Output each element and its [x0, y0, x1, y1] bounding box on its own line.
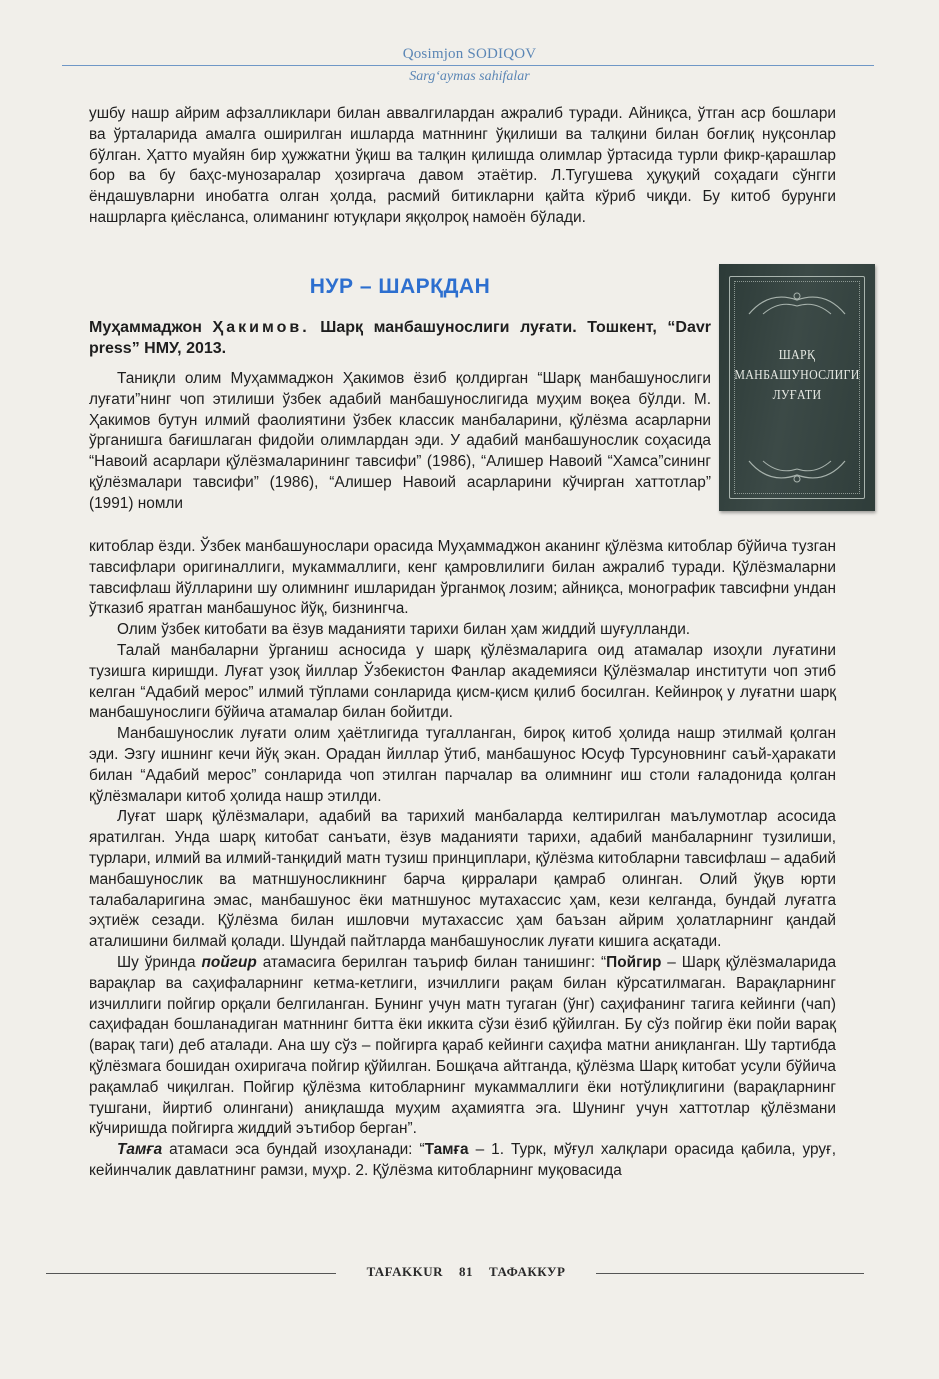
- text-run: Шу ўринда: [117, 953, 196, 971]
- biblio-author-first: Муҳаммаджон: [89, 319, 202, 336]
- book-title-line: ШАРҚ: [778, 348, 816, 363]
- book-title-line: МАНБАШУНОСЛИГИ: [734, 368, 860, 383]
- article-paragraph: Олим ўзбек китобати ва ёзув маданияти тарихи билан ҳам жиддий шуғулланди.: [117, 621, 691, 639]
- article-paragraph: Манбашунослик луғати олим ҳаётлигида тугалланган, бироқ китоб ҳолида нашр этилмай қолган эди. Эзгу ишнинг кечи йўқ экан. Орадан йиллар ўтиб, манбашунос Юсуф Турсуновнинг саъй-ҳаракати билан “Адабий мерос” сонларида чоп этилган парчалар ва олимнинг иш столи ғаладонида қолган қўлёзмалари китоб ҳолида нашр этилди.: [89, 725, 836, 805]
- ornament-bottom-icon: [719, 451, 875, 491]
- text-run: атамасига берилган таъриф билан танишинг: “: [262, 953, 607, 971]
- header-subtitle: Sarg‘aymas sahifalar: [409, 69, 530, 84]
- section-title: НУР – ШАРҚДАН: [309, 275, 491, 298]
- article-paragraph: Луғат шарқ қўлёзмалари, адабий ва тарихий манбаларда келтирилган маълумотлар асосида яратилган. Унда шарқ китобат санъати, ёзув маданияти тарихи, адабий манбаларнинг тузилиши, турлари, илмий ва илмий-танқидий матн тузиш принциплари, қўлёзма китобларни тавсифлаш – адабий манбашунослик ва матншуносликнинг барча қирралари қамраб олинган. Олий ўқув юрти талабаларигина эмас, манбашунос ёки матншунос мутахассис ҳам, кези келганда, бундай луғатга эҳтиёж сезади. Қўлёзма билан ишловчи мутахассис ҳам баъзан айрим ҳолатларнинг қандай аталишини билмай қолади. Шундай пайтларда манбашунослик луғати кишига асқатади.: [89, 808, 836, 951]
- intro-paragraph: ушбу нашр айрим афзалликлари билан аввалгилардан ажралиб туради. Айниқса, ўтган аср бошлари ва ўрталарида амалга оширилган ишларда матннинг ўқилиши ва талқини билан боғлиқ нуқсонлар бўлган. Ҳатто муайян бир ҳужжатни ўқиш ва талқин қилишда олимлар ўртасида турли фикр-қарашлар бор ва бу баҳс-мунозаралар ҳозиргача давом этаётир. Л.Тугушева ҳуқуқий соҳадаги сўнгги ёндашувларни инобатга олган ҳолда, расмий битикларни қайта кўриб чиқди. Бу китоб бурунги нашрларга қиёсланса, олиманинг ютуқлари яққолроқ намоён бўлади.: [89, 105, 836, 226]
- text-run: – Шарқ қўлёзмаларида варақлар ва саҳифаларнинг кетма-кетлиги, изчиллиги рақам билан кўрсатилмаган. Варақларнинг изчиллиги пойгир орқали белгиланган. Бунинг учун матн тугаган (ўнг) саҳифанинг тагига кейинги (чап) саҳифадан бошланадиган матннинг битта ёки иккита сўзи ёзиб қўйилган. Бу сўз пойгир ёки пойи варақ (варақ таги) деб аталади. Ана шу сўз – пойгирга қараб кейинги саҳифа матни аниқланган. Шу тартибда қўлёзмага бошидан охиригача пойгир қўйилган. Бошқача айтганда, қўлёзма Шарқ китобат усули бўйича рақамлаб чиқилган. Пойгир қўлёзма китобларнинг мукаммаллиги ёки нотўлиқлигини (варақларнинг тушгани, йиртиб олингани) аниқлашда муҳим аҳамиятга эга. Шунинг учун хаттотлар қўлёзмани кўчиришда пойгирга жиддий эътибор берган”.: [89, 953, 837, 1138]
- book-title-line: ЛУҒАТИ: [772, 388, 822, 403]
- footer-magazine-latin: TAFAKKUR: [366, 1264, 444, 1279]
- biblio-rest: Шарқ манбашунослиги луғати. Тошкент, “Davr press” НМУ, 2013.: [89, 319, 711, 357]
- article-paragraph: [89, 1140, 836, 1182]
- running-footer: [0, 1262, 939, 1284]
- ornament-top-icon: [719, 284, 875, 324]
- article-text: [89, 537, 836, 1182]
- page-number: 81: [459, 1264, 474, 1279]
- article-paragraph: Талай манбаларни ўрганиш асносида у шарқ қўлёзмаларига оид атамалар изоҳли луғатини тузишга киришди. Луғат узоқ йиллар Ўзбекистон Фанлар академияси Қўлёзмалар институти чоп этиб келган “Адабий мерос” илмий тўплами сонларида қисм-қисм қилиб босилган. Кейинроқ у луғатни шарқ манбашунослиги бўйича атамалар билан бойитди.: [89, 641, 836, 722]
- biblio-author-last: Ҳакимов.: [212, 319, 310, 336]
- footer-text: [336, 1264, 596, 1280]
- book-cover-image: [719, 264, 875, 511]
- footer-magazine-cyrillic: ТАФАККУР: [489, 1264, 566, 1279]
- intro-text: [89, 104, 836, 229]
- article-paragraph: [89, 953, 836, 1140]
- text-run: – 1. Турк, мўғул халқлари орасида қабила, уруғ, кейинчалик давлатнинг рамзи, муҳр. 2. Қўлёзма китобларнинг муқовасида: [89, 1141, 836, 1179]
- text-run: атамаси эса бундай изоҳланади: “: [169, 1141, 425, 1159]
- footer-rule-left: [46, 1273, 336, 1274]
- term-highlight: пойгир: [201, 953, 257, 971]
- book-cover-title: [731, 346, 864, 406]
- footer-rule-right: [596, 1273, 864, 1274]
- header-rule: [62, 65, 874, 66]
- article-paragraph: Таниқли олим Муҳаммаджон Ҳакимов ёзиб қолдирган “Шарқ манбашунослиги луғати”нинг чоп этилиши ўзбек адабий манбашунослигида муҳим воқеа бўлди. М. Ҳакимов бутун илмий фаолиятини ўзбек классик манбаларини, қўлёзма асарларни ўрганишга бағишлаган фидойи олимлардан эди. У адабий манбашунослик соҳасида “Навоий асарлари қўлёзмаларининг тавсифи” (1986), “Алишер Навоий “Хамса”сининг қўлёзмалари тавсифи” (1986), “Алишер Навоий асарларини кўчирган хаттотлар” (1991) номли: [89, 370, 711, 512]
- bibliographic-entry: [89, 317, 711, 359]
- term-highlight: Тамға: [424, 1141, 469, 1159]
- term-highlight: Пойгир: [606, 953, 662, 971]
- article-text-wrapped: [89, 369, 711, 515]
- term-highlight: Тамға: [117, 1141, 163, 1159]
- header-author: Qosimjon SODIQOV: [402, 46, 537, 62]
- article-paragraph: китоблар ёзди. Ўзбек манбашунослари орасида Муҳаммаджон аканинг қўлёзма китоблар бўйича тузган тавсифлари оригиналлиги, мукаммаллиги, кенг қамровлилиги билан ажралиб туради. Қўлёзмаларни тавсифлаш йўлларини шу олимнинг ишларидан ўрганмоқ лозим; айниқса, монографик тавсифни ундан ўтказиб яратган манбашунос йўқ, бизнингча.: [89, 538, 836, 618]
